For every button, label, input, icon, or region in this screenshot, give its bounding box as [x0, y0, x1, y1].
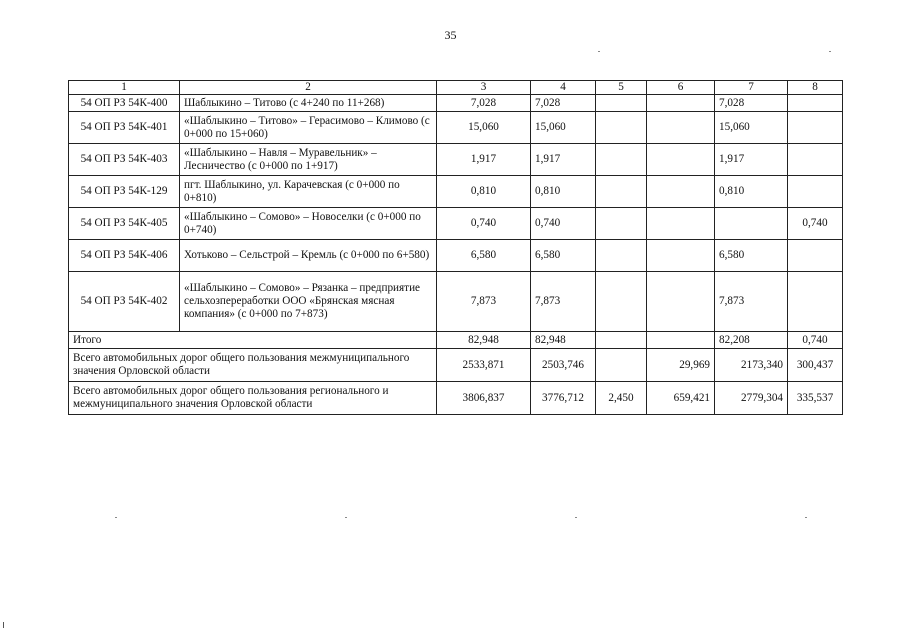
value-col6 [647, 95, 715, 112]
value-col6 [647, 176, 715, 208]
value-col3: 0,810 [437, 176, 531, 208]
column-header: 7 [715, 81, 788, 95]
total-col6 [647, 332, 715, 349]
column-header: 4 [531, 81, 596, 95]
value-col4: 7,873 [531, 272, 596, 332]
value-col5 [596, 112, 647, 144]
value-col7: 7,028 [715, 95, 788, 112]
summary-label: Всего автомобильных дорог общего пользования регионального и межмуниципального значения Орловской области [69, 382, 437, 415]
table-row [69, 144, 843, 176]
summary-col7: 2779,304 [715, 382, 788, 415]
total-row [69, 332, 843, 349]
value-col8 [788, 240, 843, 272]
value-col3: 7,028 [437, 95, 531, 112]
value-col7: 6,580 [715, 240, 788, 272]
value-col8 [788, 95, 843, 112]
column-header: 2 [180, 81, 437, 95]
value-col3: 0,740 [437, 208, 531, 240]
table-row [69, 208, 843, 240]
summary-col6: 29,969 [647, 349, 715, 382]
value-col8 [788, 112, 843, 144]
summary-label: Всего автомобильных дорог общего пользования межмуниципального значения Орловской области [69, 349, 437, 382]
road-code: 54 ОП РЗ 54К-405 [69, 208, 180, 240]
value-col4: 6,580 [531, 240, 596, 272]
page-number: 35 [444, 28, 457, 42]
scan-speck [598, 51, 600, 52]
value-col4: 0,740 [531, 208, 596, 240]
total-col7: 82,208 [715, 332, 788, 349]
total-col8: 0,740 [788, 332, 843, 349]
scan-speck [345, 517, 347, 518]
summary-col3: 2533,871 [437, 349, 531, 382]
road-code: 54 ОП РЗ 54К-402 [69, 272, 180, 332]
value-col8 [788, 272, 843, 332]
road-name: «Шаблыкино – Сомово» – Новоселки (с 0+000 по 0+740) [180, 208, 437, 240]
road-code: 54 ОП РЗ 54К-129 [69, 176, 180, 208]
value-col4: 7,028 [531, 95, 596, 112]
value-col3: 15,060 [437, 112, 531, 144]
table-row [69, 240, 843, 272]
value-col6 [647, 144, 715, 176]
value-col5 [596, 240, 647, 272]
road-name: пгт. Шаблыкино, ул. Карачевская (с 0+000 по 0+810) [180, 176, 437, 208]
total-label: Итого [69, 332, 437, 349]
value-col5 [596, 144, 647, 176]
road-name: Шаблыкино – Титово (с 4+240 по 11+268) [180, 95, 437, 112]
value-col3: 1,917 [437, 144, 531, 176]
value-col8 [788, 144, 843, 176]
summary-col6: 659,421 [647, 382, 715, 415]
road-code: 54 ОП РЗ 54К-403 [69, 144, 180, 176]
summary-col4: 2503,746 [531, 349, 596, 382]
column-header: 5 [596, 81, 647, 95]
table-row [69, 272, 843, 332]
value-col8: 0,740 [788, 208, 843, 240]
value-col7: 1,917 [715, 144, 788, 176]
summary-col5 [596, 349, 647, 382]
column-header: 1 [69, 81, 180, 95]
road-name: «Шаблыкино – Титово» – Герасимово – Климово (с 0+000 по 15+060) [180, 112, 437, 144]
total-col4: 82,948 [531, 332, 596, 349]
summary-col7: 2173,340 [715, 349, 788, 382]
value-col8 [788, 176, 843, 208]
total-col3: 82,948 [437, 332, 531, 349]
total-col5 [596, 332, 647, 349]
value-col6 [647, 272, 715, 332]
value-col5 [596, 208, 647, 240]
scan-speck [805, 517, 807, 518]
value-col6 [647, 208, 715, 240]
value-col6 [647, 112, 715, 144]
road-code: 54 ОП РЗ 54К-400 [69, 95, 180, 112]
value-col6 [647, 240, 715, 272]
scan-speck [115, 517, 117, 518]
table-row [69, 112, 843, 144]
road-name: Хотьково – Сельстрой – Кремль (с 0+000 по 6+580) [180, 240, 437, 272]
summary-col5: 2,450 [596, 382, 647, 415]
table-row [69, 95, 843, 112]
road-code: 54 ОП РЗ 54К-406 [69, 240, 180, 272]
value-col3: 6,580 [437, 240, 531, 272]
header-row [69, 81, 843, 95]
value-col7: 0,810 [715, 176, 788, 208]
road-name: «Шаблыкино – Сомово» – Рязанка – предприятие сельхозпереработки ООО «Брянская мясная компания» (с 0+000 по 7+873) [180, 272, 437, 332]
value-col5 [596, 176, 647, 208]
table-row [69, 176, 843, 208]
road-name: «Шаблыкино – Навля – Муравельник» – Лесничество (с 0+000 по 1+917) [180, 144, 437, 176]
summary-col8: 335,537 [788, 382, 843, 415]
value-col5 [596, 272, 647, 332]
value-col7: 7,873 [715, 272, 788, 332]
column-header: 6 [647, 81, 715, 95]
roads-table [68, 80, 843, 415]
summary-col8: 300,437 [788, 349, 843, 382]
value-col4: 0,810 [531, 176, 596, 208]
column-header: 3 [437, 81, 531, 95]
scan-speck [575, 517, 577, 518]
scan-speck [829, 51, 831, 52]
value-col7 [715, 208, 788, 240]
value-col5 [596, 95, 647, 112]
summary-row [69, 382, 843, 415]
value-col7: 15,060 [715, 112, 788, 144]
column-header: 8 [788, 81, 843, 95]
scan-speck [3, 622, 4, 628]
value-col4: 15,060 [531, 112, 596, 144]
road-code: 54 ОП РЗ 54К-401 [69, 112, 180, 144]
value-col4: 1,917 [531, 144, 596, 176]
summary-row [69, 349, 843, 382]
summary-col3: 3806,837 [437, 382, 531, 415]
summary-col4: 3776,712 [531, 382, 596, 415]
value-col3: 7,873 [437, 272, 531, 332]
